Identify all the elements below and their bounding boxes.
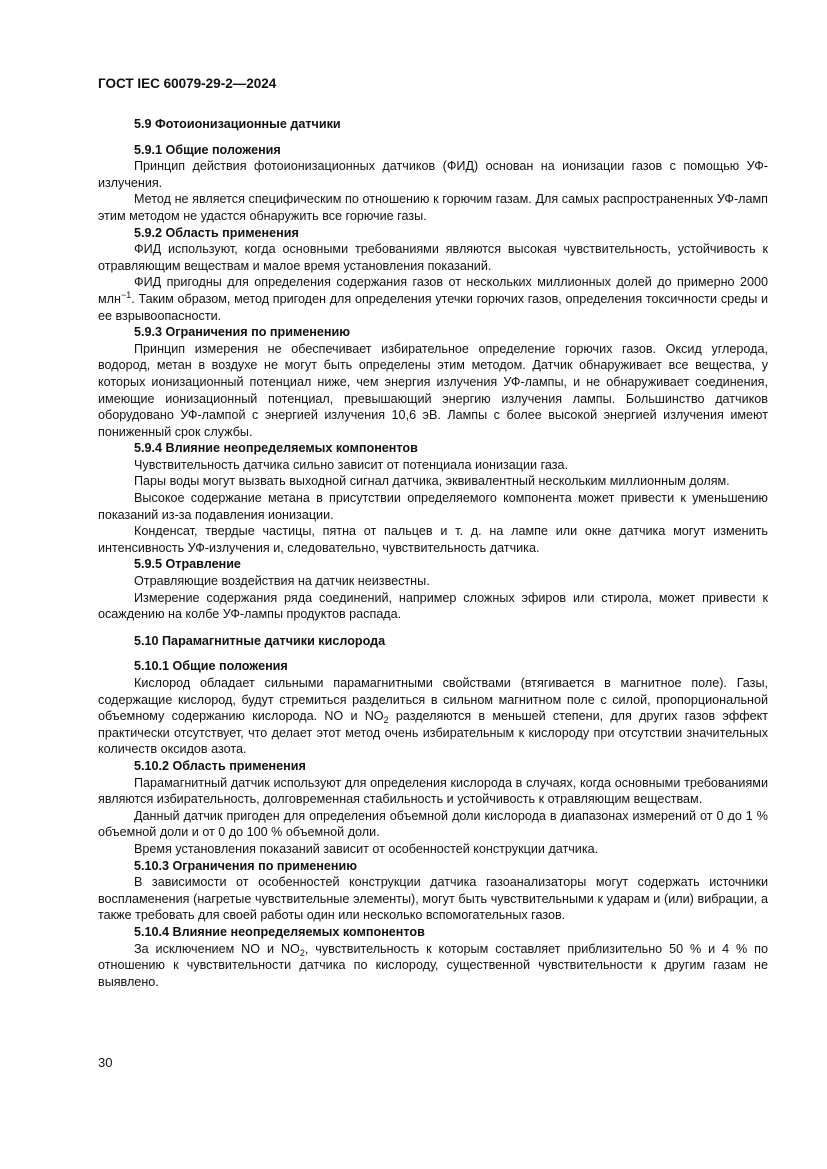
text-run: Кислород обладает сильными парамагнитными свойствами (втягивается в магнитное поле). Газы, содержащие кислород, будут стремиться разделиться в сильном магнитном поле с силой, пропорциональной объемному содержанию кислорода. NO и NO: [98, 676, 768, 724]
subscript: 2: [383, 715, 389, 726]
page-content: [98, 114, 768, 990]
paragraph: [98, 675, 768, 758]
paragraph: Измерение содержания ряда соединений, например сложных эфиров или стирола, может привести к осаждению на колбе УФ-лампы продуктов распада.: [98, 590, 768, 622]
subsection-title-5-9-4: 5.9.4 Влияние неопределяемых компонентов: [134, 441, 418, 456]
paragraph: ФИД используют, когда основными требованиями являются высокая чувствительность, устойчивость к отравляющим веществам и малое время установления показаний.: [98, 242, 768, 273]
paragraph: Время установления показаний зависит от особенностей конструкции датчика.: [134, 841, 599, 856]
text-run: разделяются в меньшей степени, для других газов эффект практически отсутствует, что делает этот метод очень избирательным к кислороду при отсутствии значительных количеств оксидов азота.: [98, 709, 768, 757]
subsection-title-5-10-1: 5.10.1 Общие положения: [134, 659, 288, 674]
paragraph: Метод не является специфическим по отношению к горючим газам. Для самых распространенных УФ-ламп этим методом не удастся обнаружить все горючие газы.: [98, 192, 768, 223]
paragraph: Отравляющие воздействия на датчик неизвестны.: [134, 574, 430, 589]
subscript: 2: [299, 947, 305, 958]
subsection-title-5-9-3: 5.9.3 Ограничения по применению: [134, 325, 350, 340]
paragraph: Конденсат, твердые частицы, пятна от пальцев и т. д. на лампе или окне датчика могут изменить интенсивность УФ-излучения и, следовательно, чувствительность датчика.: [98, 524, 768, 555]
subsection-title-5-10-2: 5.10.2 Область применения: [134, 758, 306, 773]
section-title-5-9: 5.9 Фотоионизационные датчики: [134, 117, 341, 131]
document-header: ГОСТ IEC 60079-29-2—2024: [98, 76, 277, 91]
paragraph: Принцип действия фотоионизационных датчиков (ФИД) основан на ионизации газов с помощью УФ-излучения.: [98, 159, 768, 190]
paragraph: Парамагнитный датчик используют для определения кислорода в случаях, когда основными требованиями являются избирательность, долговременная стабильность и устойчивость к отравляющим веществам.: [98, 775, 768, 807]
page-number: 30: [98, 1055, 113, 1070]
superscript: −1: [120, 289, 132, 300]
paragraph: [98, 941, 768, 991]
subsection-title-5-9-5: 5.9.5 Отравление: [134, 557, 241, 572]
paragraph: В зависимости от особенностей конструкции датчика газоанализаторы могут содержать источники воспламенения (нагретые чувствительные элементы), могут быть чувствительными к ударам и (или) вибрации, а также требовать для своей работы один или несколько вспомогательных газов.: [98, 875, 768, 923]
paragraph: [98, 274, 768, 324]
subsection-title-5-9-2: 5.9.2 Область применения: [134, 225, 299, 240]
text-run: , чувствительность к которым составляет приблизительно 50 % и 4 % по отношению к чувствительности датчика по кислороду, существенной чувствительности к другим газам не выявлено.: [98, 941, 768, 989]
text-run: . Таким образом, метод пригоден для определения утечки горючих газов, определения токсичности среды и ее взрывоопасности.: [98, 291, 768, 323]
text-run: ФИД пригодны для определения содержания газов от нескольких миллионных долей до примерно 2000 млн: [98, 275, 768, 306]
subsection-title-5-9-1: 5.9.1 Общие положения: [134, 142, 281, 157]
paragraph: Принцип измерения не обеспечивает избирательное определение горючих газов. Оксид углерода, водород, метан в воздухе не могут быть определены этим методом. Датчик обнаруживает все вещества, у которых ионизационный потенциал ниже, чем энергия излучения УФ-лампы, и не обнаруживает соединения, имеющие ионизационный потенциал, превышающий энергию излучения лампы. Большинство датчиков оборудовано УФ-лампой с энергией излучения 10,6 эВ. Лампы с более высокой энергией излучения имеют пониженный срок службы.: [98, 341, 768, 439]
paragraph: Данный датчик пригоден для определения объемной доли кислорода в диапазонах измерений от 0 до 1 % объемной доли и от 0 до 100 % объемной доли.: [98, 808, 768, 840]
section-title-5-10: 5.10 Парамагнитные датчики кислорода: [134, 633, 386, 648]
paragraph: Чувствительность датчика сильно зависит от потенциала ионизации газа.: [134, 457, 569, 472]
text-run: За исключением NO и NO: [134, 941, 300, 956]
subsection-title-5-10-3: 5.10.3 Ограничения по применению: [134, 858, 357, 873]
subsection-title-5-10-4: 5.10.4 Влияние неопределяемых компонентов: [134, 924, 425, 939]
paragraph: Пары воды могут вызвать выходной сигнал датчика, эквивалентный нескольким миллионным долям.: [134, 474, 730, 489]
paragraph: Высокое содержание метана в присутствии определяемого компонента может привести к уменьшению показаний из-за подавления ионизации.: [98, 491, 768, 522]
